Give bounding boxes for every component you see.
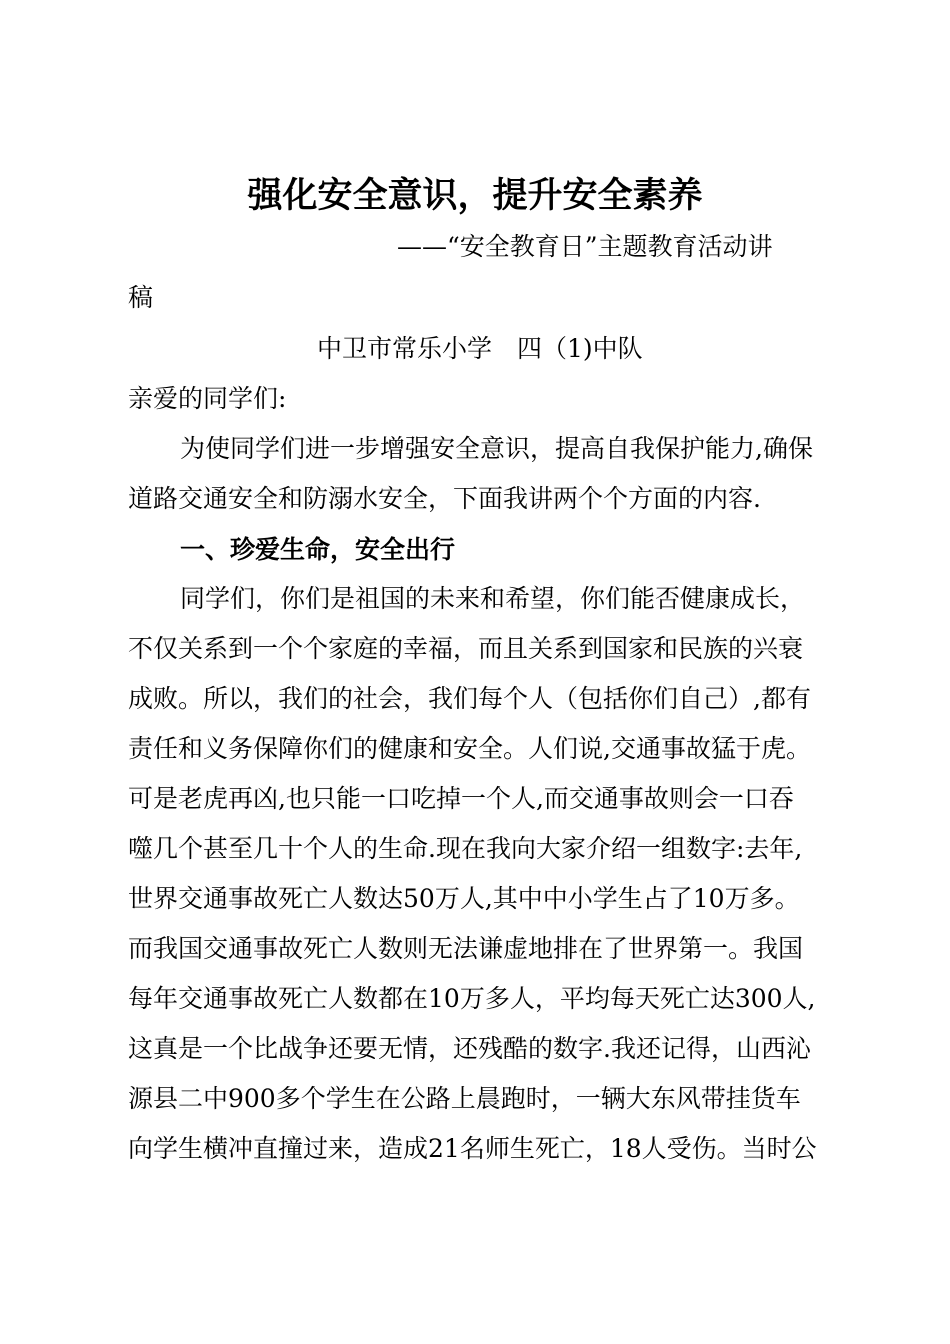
body-line: 向学生横冲直撞过来，造成21名师生死亡，18人受伤。当时公: [128, 1134, 817, 1163]
body-line: 不仅关系到一个个家庭的幸福，而且关系到国家和民族的兴衰: [128, 634, 804, 663]
author-line: 中卫市常乐小学 四（1)中队: [317, 334, 643, 363]
document-title: 强化安全意识，提升安全素养: [247, 175, 703, 216]
subtitle-line-2: 稿: [128, 283, 154, 312]
body-line: 可是老虎再凶,也只能一口吃掉一个人,而交通事故则会一口吞: [128, 784, 794, 813]
body-line: 噬几个甚至几十个人的生命.现在我向大家介绍一组数字:去年,: [128, 834, 803, 863]
salutation: 亲爱的同学们:: [128, 384, 287, 413]
body-line: 这真是一个比战争还要无情，还残酷的数字.我还记得，山西沁: [128, 1034, 811, 1063]
body-line: 每年交通事故死亡人数都在10万多人，平均每天死亡达300人,: [128, 984, 816, 1013]
body-line: 成败。所以，我们的社会，我们每个人（包括你们自己）,都有: [128, 684, 811, 713]
intro-line: 道路交通安全和防溺水安全，下面我讲两个个方面的内容.: [128, 484, 761, 513]
body-line: 世界交通事故死亡人数达50万人,其中中小学生占了10万多。: [128, 884, 800, 913]
section-heading: 一、珍爱生命，安全出行: [180, 535, 456, 564]
intro-line: 为使同学们进一步增强安全意识，提高自我保护能力,确保: [180, 434, 813, 463]
body-line: 责任和义务保障你们的健康和安全。人们说,交通事故猛于虎。: [128, 734, 811, 763]
subtitle-line-1: ——“安全教育日”主题教育活动讲: [397, 232, 773, 261]
body-line: 而我国交通事故死亡人数则无法谦虚地排在了世界第一。我国: [128, 934, 804, 963]
body-line: 同学们，你们是祖国的未来和希望，你们能否健康成长，: [180, 584, 806, 613]
body-line: 源县二中900多个学生在公路上晨跑时，一辆大东风带挂货车: [128, 1084, 801, 1113]
